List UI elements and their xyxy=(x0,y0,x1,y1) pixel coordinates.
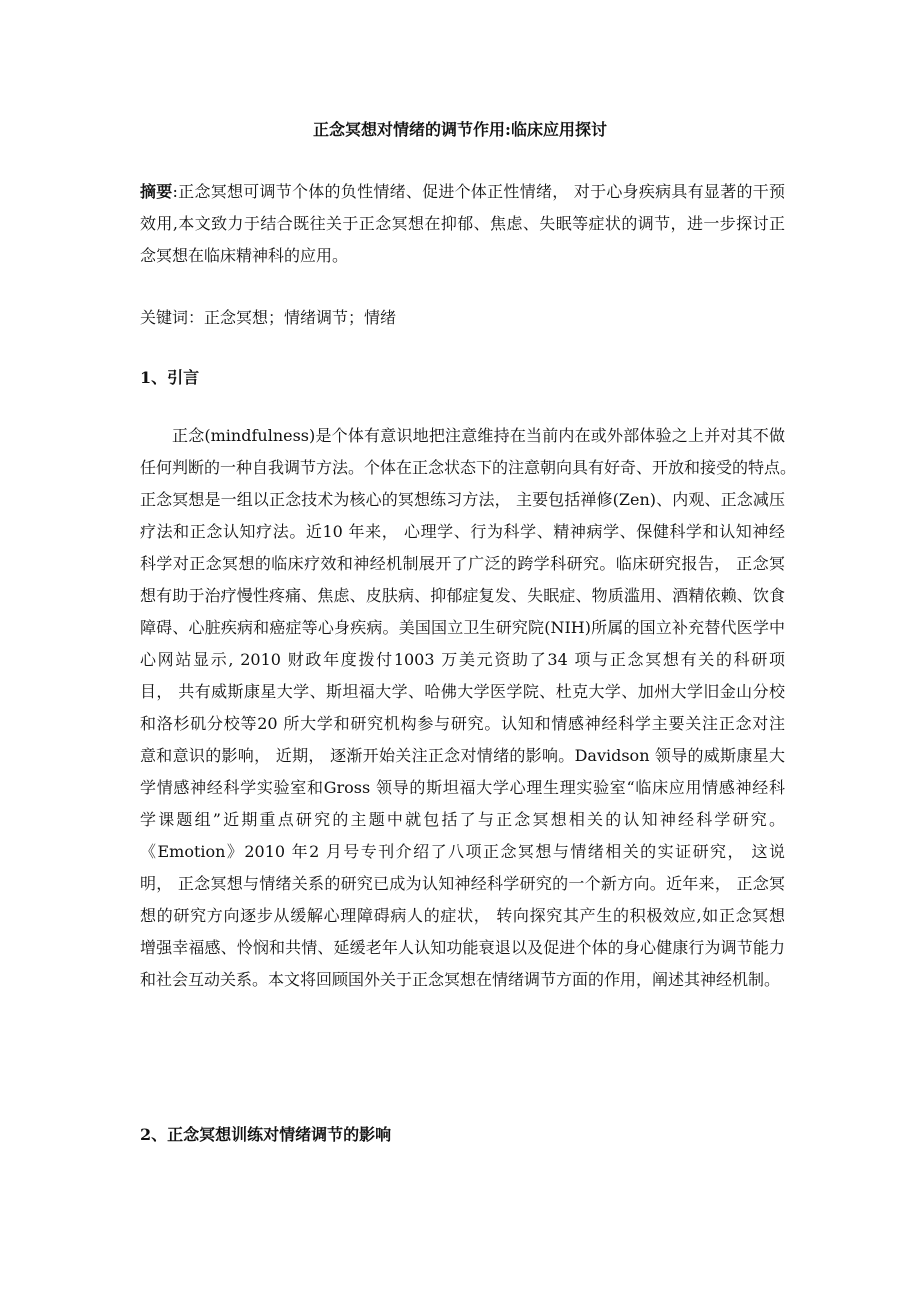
section-heading-emotion-regulation: 2、正念冥想训练对情绪调节的影响 xyxy=(140,1125,392,1144)
abstract-label: 摘要 xyxy=(140,182,173,201)
paragraph-line: 增强幸福感、怜悯和共情、延缓老年人认知功能衰退以及促进个体的身心健康行为调节能力 xyxy=(140,938,785,957)
paragraph-line: 心网站显示, 2010 财政年度拨付1003 万美元资助了34 项与正念冥想有关的科研项 xyxy=(140,650,785,669)
abstract-line: 效用,本文致力于结合既往关于正念冥想在抑郁、焦虑、失眠等症状的调节，进一步探讨正 xyxy=(140,214,785,233)
abstract-line: 念冥想在临床精神科的应用。 xyxy=(140,246,349,265)
abstract-text: :正念冥想可调节个体的负性情绪、促进个体正性情绪， 对于心身疾病具有显著的干预 xyxy=(172,182,785,201)
paragraph-line: 和社会互动关系。本文将回顾国外关于正念冥想在情绪调节方面的作用，阐述其神经机制。 xyxy=(140,970,781,989)
paragraph-line: 疗法和正念认知疗法。近10 年来， 心理学、行为科学、精神病学、保健科学和认知神经 xyxy=(140,522,785,541)
paragraph-line: 学情感神经科学实验室和Gross 领导的斯坦福大学心理生理实验室“临床应用情感神经科 xyxy=(140,778,785,797)
keywords-line: 关键词：正念冥想；情绪调节；情绪 xyxy=(140,308,397,327)
paragraph-line: 明， 正念冥想与情绪关系的研究已成为认知神经科学研究的一个新方向。近年来， 正念冥 xyxy=(140,874,785,893)
paragraph-line: 正念冥想是一组以正念技术为核心的冥想练习方法， 主要包括禅修(Zen)、内观、正念减压 xyxy=(140,490,785,509)
paragraph-line: 意和意识的影响， 近期， 逐渐开始关注正念对情绪的影响。Davidson 领导的威斯康星大 xyxy=(140,746,785,765)
paragraph-line: 任何判断的一种自我调节方法。个体在正念状态下的注意朝向具有好奇、开放和接受的特点。 xyxy=(140,458,797,477)
paragraph-line: 《Emotion》2010 年2 月号专刊介绍了八项正念冥想与情绪相关的实证研究， 这说 xyxy=(140,842,785,861)
paragraph-line: 目， 共有威斯康星大学、斯坦福大学、哈佛大学医学院、杜克大学、加州大学旧金山分校 xyxy=(140,682,785,701)
section-heading-introduction: 1、引言 xyxy=(140,368,200,387)
paragraph-line: 科学对正念冥想的临床疗效和神经机制展开了广泛的跨学科研究。临床研究报告， 正念冥 xyxy=(140,554,785,573)
paragraph-line: 想有助于治疗慢性疼痛、焦虑、皮肤病、抑郁症复发、失眠症、物质滥用、酒精依赖、饮食 xyxy=(140,586,785,605)
paragraph-line: 障碍、心脏疾病和癌症等心身疾病。美国国立卫生研究院(NIH)所属的国立补充替代医学中 xyxy=(140,618,785,637)
abstract-paragraph xyxy=(140,176,785,272)
document-title: 正念冥想对情绪的调节作用:临床应用探讨 xyxy=(313,120,607,139)
introduction-paragraph xyxy=(140,420,797,996)
paragraph-line: 想的研究方向逐步从缓解心理障碍病人的症状， 转向探究其产生的积极效应,如正念冥想 xyxy=(140,906,785,925)
paragraph-line: 正念(mindfulness)是个体有意识地把注意维持在当前内在或外部体验之上并对其不做 xyxy=(172,426,785,445)
abstract-line xyxy=(140,176,785,208)
paragraph-line: 学课题组”近期重点研究的主题中就包括了与正念冥想相关的认知神经科学研究。 xyxy=(140,810,785,829)
paragraph-line: 和洛杉矶分校等20 所大学和研究机构参与研究。认知和情感神经科学主要关注正念对注 xyxy=(140,714,785,733)
